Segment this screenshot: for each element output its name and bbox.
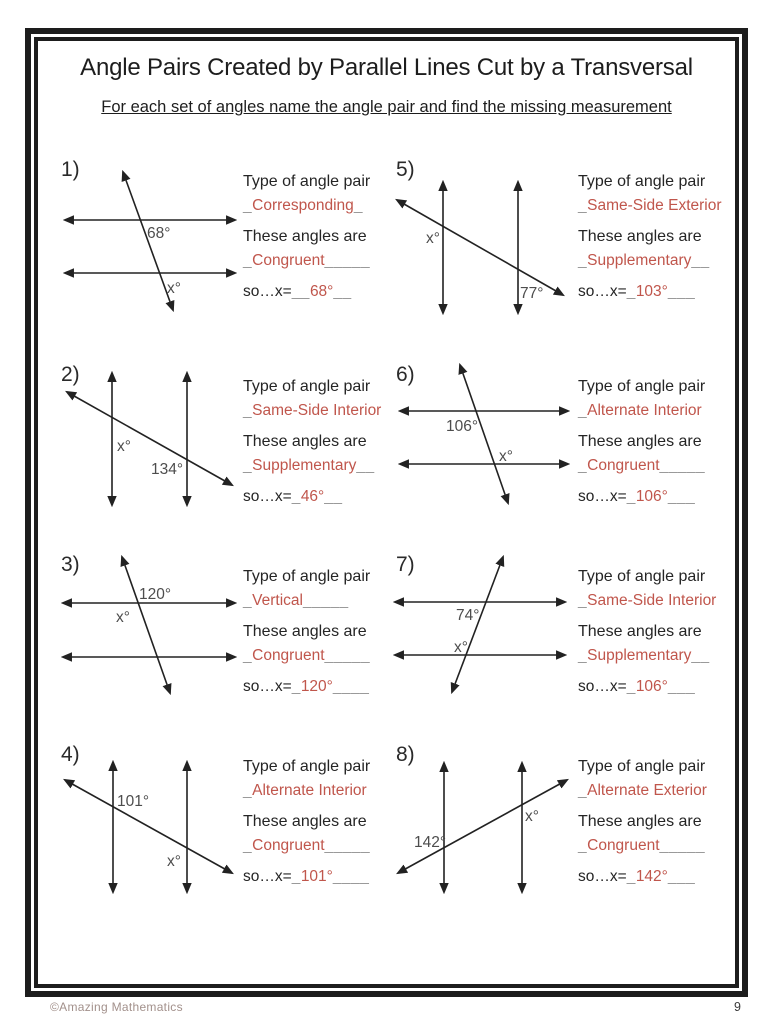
problem-number: 7) [396, 553, 415, 576]
problem-number: 3) [61, 553, 80, 576]
svg-text:142°: 142° [414, 834, 447, 851]
blank-prefix: _ [578, 592, 588, 609]
pair-answer: Vertical [252, 592, 303, 609]
blank-suffix: _____ [324, 252, 371, 269]
relationship-answer-line [578, 646, 728, 665]
solution-line [578, 487, 728, 506]
pair-answer-line [578, 196, 728, 215]
pair-answer-line [243, 781, 393, 800]
relationship-answer: Congruent [587, 457, 660, 474]
angle-diagram [55, 150, 245, 322]
angle-diagram [390, 545, 580, 717]
so-x-equals-label: so…x= [578, 283, 627, 300]
blank-prefix: _ [626, 868, 636, 885]
blank-suffix: ___ [667, 868, 696, 885]
pair-answer: Same-Side Exterior [587, 197, 722, 214]
relationship-answer-line [578, 456, 728, 475]
type-of-angle-pair-label: Type of angle pair [578, 173, 706, 190]
svg-text:x°: x° [426, 230, 440, 247]
pair-answer-line [243, 196, 393, 215]
so-x-equals-label: so…x= [578, 868, 627, 885]
these-angles-are-label: These angles are [578, 813, 702, 830]
solution-line [243, 282, 393, 301]
svg-text:74°: 74° [456, 607, 480, 624]
svg-text:x°: x° [167, 280, 181, 297]
x-value-answer: 103° [635, 283, 668, 300]
so-x-equals-label: so…x= [578, 488, 627, 505]
blank-prefix: _ [578, 782, 588, 799]
svg-text:68°: 68° [147, 225, 171, 242]
relationship-answer-line [243, 456, 393, 475]
relationship-answer-line [243, 836, 393, 855]
blank-prefix: _ [243, 402, 253, 419]
svg-text:101°: 101° [117, 793, 150, 810]
answer-block [243, 567, 393, 696]
pair-answer-line [243, 401, 393, 420]
blank-prefix: _ [243, 837, 253, 854]
relationship-answer: Congruent [252, 647, 325, 664]
blank-prefix: _ [291, 868, 301, 885]
answer-block [578, 567, 728, 696]
blank-prefix: _ [243, 457, 253, 474]
solution-line [243, 677, 393, 696]
problem-number: 2) [61, 363, 80, 386]
relationship-answer-line [578, 251, 728, 270]
pair-answer: Alternate Interior [587, 402, 702, 419]
problem-number: 1) [61, 158, 80, 181]
blank-suffix: _____ [659, 457, 706, 474]
blank-suffix: __ [356, 457, 375, 474]
blank-prefix: _ [578, 252, 588, 269]
blank-prefix: _ [578, 457, 588, 474]
blank-suffix: ___ [667, 678, 696, 695]
angle-diagram [390, 355, 580, 527]
solution-line [578, 282, 728, 301]
x-value-answer: 106° [635, 488, 668, 505]
blank-prefix: _ [243, 592, 253, 609]
svg-text:x°: x° [167, 853, 181, 870]
angle-diagram [55, 355, 245, 527]
so-x-equals-label: so…x= [578, 678, 627, 695]
these-angles-are-label: These angles are [578, 228, 702, 245]
x-value-answer: 106° [635, 678, 668, 695]
svg-text:x°: x° [525, 808, 539, 825]
answer-block [243, 377, 393, 506]
problem-8 [390, 735, 728, 920]
problem-6 [390, 355, 728, 540]
pair-answer-line [578, 781, 728, 800]
problem-5 [390, 150, 728, 335]
outer-border-frame [25, 28, 748, 997]
blank-prefix: _ [243, 197, 253, 214]
relationship-answer: Supplementary [587, 647, 692, 664]
page-number: 9 [734, 1000, 741, 1014]
blank-prefix: _ [626, 283, 636, 300]
blank-suffix: __ [691, 647, 710, 664]
relationship-answer: Supplementary [252, 457, 357, 474]
type-of-angle-pair-label: Type of angle pair [243, 173, 371, 190]
these-angles-are-label: These angles are [243, 433, 367, 450]
relationship-answer-line [578, 836, 728, 855]
problem-7 [390, 545, 728, 730]
angle-diagram [55, 545, 245, 717]
pair-answer: Alternate Exterior [587, 782, 707, 799]
relationship-answer: Congruent [587, 837, 660, 854]
problem-number: 4) [61, 743, 80, 766]
blank-suffix: __ [691, 252, 710, 269]
blank-prefix: _ [578, 647, 588, 664]
x-value-answer: 46° [300, 488, 325, 505]
blank-prefix: _ [243, 782, 253, 799]
angle-diagram [390, 150, 580, 322]
blank-suffix: _____ [302, 592, 349, 609]
pair-answer: Same-Side Interior [587, 592, 717, 609]
so-x-equals-label: so…x= [243, 283, 292, 300]
problem-number: 8) [396, 743, 415, 766]
answer-block [578, 377, 728, 506]
svg-text:77°: 77° [520, 285, 544, 302]
relationship-answer: Supplementary [587, 252, 692, 269]
blank-suffix: ___ [667, 283, 696, 300]
problem-number: 6) [396, 363, 415, 386]
solution-line [243, 487, 393, 506]
these-angles-are-label: These angles are [243, 813, 367, 830]
blank-prefix: _ [578, 837, 588, 854]
relationship-answer-line [243, 646, 393, 665]
relationship-answer: Congruent [252, 837, 325, 854]
blank-prefix: _ [243, 252, 253, 269]
pair-answer: Corresponding [252, 197, 354, 214]
answer-block [578, 757, 728, 886]
blank-suffix: ____ [332, 868, 370, 885]
blank-prefix: _ [578, 402, 588, 419]
blank-suffix: __ [333, 283, 352, 300]
answer-block [578, 172, 728, 301]
svg-text:120°: 120° [139, 586, 172, 603]
blank-suffix: ___ [667, 488, 696, 505]
x-value-answer: 142° [635, 868, 668, 885]
blank-prefix: _ [291, 488, 301, 505]
blank-suffix: _____ [659, 837, 706, 854]
copyright-credit: ©Amazing Mathematics [50, 1000, 183, 1014]
svg-text:106°: 106° [446, 418, 479, 435]
problem-4 [55, 735, 393, 920]
instructions: For each set of angles name the angle pair and find the missing measurement [101, 98, 672, 116]
these-angles-are-label: These angles are [578, 433, 702, 450]
svg-text:134°: 134° [151, 461, 184, 478]
svg-text:x°: x° [116, 609, 130, 626]
these-angles-are-label: These angles are [578, 623, 702, 640]
blank-suffix: _____ [324, 837, 371, 854]
pair-answer-line [243, 591, 393, 610]
so-x-equals-label: so…x= [243, 868, 292, 885]
page-title: Angle Pairs Created by Parallel Lines Cut by a Transversal [80, 54, 693, 81]
so-x-equals-label: so…x= [243, 488, 292, 505]
answer-block [243, 172, 393, 301]
x-value-answer: 120° [300, 678, 333, 695]
svg-text:x°: x° [454, 639, 468, 656]
solution-line [578, 867, 728, 886]
svg-text:x°: x° [499, 448, 513, 465]
these-angles-are-label: These angles are [243, 228, 367, 245]
blank-prefix: _ [578, 197, 588, 214]
x-value-answer: 101° [300, 868, 333, 885]
svg-text:x°: x° [117, 438, 131, 455]
type-of-angle-pair-label: Type of angle pair [578, 758, 706, 775]
problem-number: 5) [396, 158, 415, 181]
inner-border-frame [34, 37, 739, 988]
x-value-answer: 68° [309, 283, 334, 300]
problem-3 [55, 545, 393, 730]
pair-answer: Same-Side Interior [252, 402, 382, 419]
blank-suffix: _____ [324, 647, 371, 664]
type-of-angle-pair-label: Type of angle pair [243, 758, 371, 775]
blank-prefix: _ [291, 678, 301, 695]
problem-1 [55, 150, 393, 335]
type-of-angle-pair-label: Type of angle pair [578, 378, 706, 395]
problem-2 [55, 355, 393, 540]
relationship-answer: Congruent [252, 252, 325, 269]
pair-answer-line [578, 401, 728, 420]
solution-line [578, 677, 728, 696]
pair-answer: Alternate Interior [252, 782, 367, 799]
blank-suffix: __ [324, 488, 343, 505]
blank-prefix: _ [243, 647, 253, 664]
type-of-angle-pair-label: Type of angle pair [243, 378, 371, 395]
answer-block [243, 757, 393, 886]
blank-prefix: _ [626, 678, 636, 695]
angle-diagram [55, 735, 245, 907]
relationship-answer-line [243, 251, 393, 270]
blank-suffix: _ [353, 197, 363, 214]
blank-prefix: __ [291, 283, 310, 300]
angle-diagram [390, 735, 580, 907]
these-angles-are-label: These angles are [243, 623, 367, 640]
solution-line [243, 867, 393, 886]
so-x-equals-label: so…x= [243, 678, 292, 695]
blank-prefix: _ [626, 488, 636, 505]
blank-suffix: ____ [332, 678, 370, 695]
pair-answer-line [578, 591, 728, 610]
type-of-angle-pair-label: Type of angle pair [578, 568, 706, 585]
type-of-angle-pair-label: Type of angle pair [243, 568, 371, 585]
